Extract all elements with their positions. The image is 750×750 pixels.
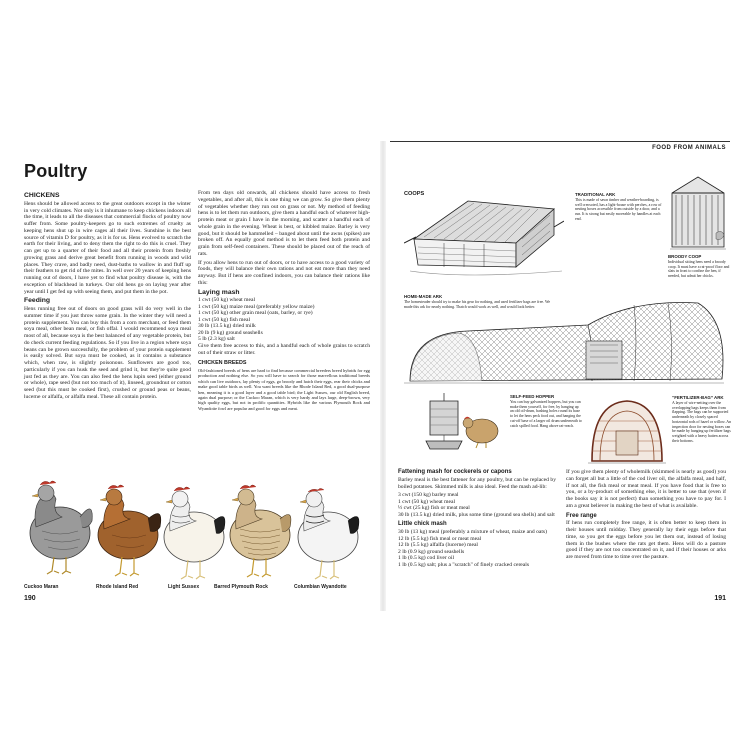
- recipe-item: 12 lb (5.5 kg) fish meal or meat meal: [398, 535, 482, 542]
- recipe-item: 12 lb (5.5 kg) alfalfa (lucerne) meal: [398, 542, 478, 548]
- feeding-method-text: From ten days old onwards, all chickens should have access to fresh vegetables, and after all, this is one thing we can grow. So give them plenty of vegetables whether they run out on grass or not. My method of feeding hens is to let them run outdoors, give them a handful each of whatever high-protein meat or grain I have in the morning, and scatter a handful each of whole grain in the evening. Wheat is best, or kibbled maize. Barley is very good, but it should be hammelled – banged about until the awns (spikes) are broken off. An equally good method is to let them feed both protein and grain from self-feed containers. These should be placed out of the reach of rats.: [198, 190, 370, 257]
- traditional-ark-illustration: [404, 187, 564, 282]
- hen-cuckoo-maran: [30, 481, 92, 574]
- broody-coop-label: BROODY COOP: [668, 254, 702, 259]
- rations-text: If you allow hens to run out of doors, or to have access to a good variety of foods, they will balance their own rations and not eat more than they need anyway. But if hens are confined indoors, you can balance their rations like this:: [198, 259, 370, 286]
- recipe-item: 1 cwt (50 kg) wheat meal: [398, 498, 456, 505]
- self-feed-hopper-text: You can buy galvanized hoppers, but you can make them yourself, for free, by hanging up an old oil-drum, bashing holes round its base to let the hens peck food out, and hanging the cut-off base of a larger oil drum underneath to catch spilled food. Hang above rat-reach.: [510, 400, 582, 428]
- book-gutter: [380, 141, 386, 611]
- hen-barred-plymouth-rock: [230, 485, 291, 577]
- breed-label: Rhode Island Red: [96, 584, 139, 590]
- feeding-heading: Feeding: [24, 297, 51, 305]
- fattening-mash-heading: Fattening mash for cockerels or capons: [398, 469, 512, 475]
- broody-coop-text: Individual sitting hens need a broody coop. It must have a rat-proof floor and slats in front to confine the hen, if needed, but admit her chicks.: [668, 260, 730, 279]
- recipe-item: 1 cwt (50 kg) fish meal: [198, 316, 251, 323]
- book-spread: [18, 141, 730, 611]
- left-page: [18, 141, 374, 611]
- home-made-ark-label: HOME-MADE ARK: [404, 294, 443, 299]
- home-made-ark-illustration: [398, 291, 728, 386]
- hen-at-hopper: [460, 413, 500, 449]
- recipe-item: ½ cwt (25 kg) fish or meat meal: [398, 505, 470, 512]
- section-header: FOOD FROM ANIMALS: [652, 145, 726, 151]
- right-column-2: [566, 469, 726, 563]
- hens-illustration: [22, 469, 366, 584]
- recipe-item: 1 cwt (50 kg) other grain meal (oats, barley, or rye): [198, 310, 313, 317]
- recipe-item: 1 cwt (50 kg) maize meal (preferably yellow maize): [198, 303, 315, 310]
- chickens-text: Hens should be allowed access to the great outdoors except in the winter in very cold climates. Not only is it inhumane to keep chickens indoors all the time, it leads to all the diseases that commercial flocks of poultry now suffer from. Some poultry-keepers go to such extremes of cruelty as keeping hens shut up in wire cages all their lives. Sunshine is the best source of vitamin D for poultry, as it is for us. Hens evolved to scratch the earth for their living, and to deny them the right to do this is cruel. They can get up to a quarter of their food and all their protein from freshly growing grass and derive great benefit from running in woods and wild places. They crave, and badly need, dust-baths to wallow in and fluff up their feathers to get rid of the mites. In well over 20 years of keeping hens running out of doors, I have yet to find what poultry disease is, with the exception of blackhead in turkeys. Our old hens go on laying year after year until I get fed up with seeing them, and put them in the pot.: [24, 200, 191, 295]
- breed-label: Columbian Wyandotte: [294, 584, 347, 590]
- recipe-item: 30 lb (13.5 kg) dried milk, plus some time (ground sea shells) and salt: [398, 511, 555, 518]
- chickens-heading: CHICKENS: [24, 192, 60, 199]
- fertilizer-bag-ark-illustration: [586, 395, 668, 465]
- chicken-breeds-text: Old-fashioned breeds of hens are hard to find because commercial breeders breed hybrids for egg production and nothing else. So you will have to search for those marvellous traditional breeds which can live outdoors, lay plenty of eggs, go broody and hatch their eggs, rear their chicks and make good table birds as well. You want breeds like the Rhode Island Red, a good dual-purpose hen, meaning it is a good layer and a good table bird; the Light Sussex, our old English breed, again dual purpose; or the Cuckoo Maran, which is very hardy and lays large, deep-brown, very high quality eggs, but not in prolific quantities. Hybrids like the various Plymouth Rock and Wyandotte fowl are popular and good for eggs and meat.: [198, 368, 370, 411]
- header-rule: [390, 141, 730, 142]
- page-title: Poultry: [24, 161, 88, 181]
- page-number-left: 190: [24, 595, 36, 602]
- right-page: [390, 141, 730, 611]
- left-column-1: [24, 190, 191, 403]
- breed-label: Barred Plymouth Rock: [214, 584, 268, 590]
- recipe-item: 1 lb (0.5 kg) salt; plus a "scratch" of finely cracked cereals: [398, 561, 529, 568]
- hen-rhode-island-red: [98, 485, 161, 576]
- traditional-ark-label: TRADITIONAL ARK: [575, 192, 616, 197]
- home-made-ark-text: The homesteader should try to make his gear for nothing, and used fertilizer bags are free. We made this ark for nearly nothing. Thatch would work as well, and would look better.: [404, 300, 551, 309]
- wholemilk-text: If you give them plenty of wholemilk (skimmed is nearly as good) you can forget all but a little of the cod liver oil, the alfalfa meal, and half, if not all, the fish meal or meat meal. If you have food that is free to you, or a by-product of something else, it is better to use that (even if the books say it is not perfect) than something you have to pay for. I am a great believer in making the best of what is available.: [566, 469, 726, 509]
- chick-mash-heading: Little chick mash: [398, 521, 447, 528]
- left-column-2: [198, 190, 370, 413]
- chick-mash-list: [398, 529, 556, 568]
- recipe-item: 2 lb (0.9 kg) ground seashells: [398, 548, 465, 555]
- coops-heading: COOPS: [404, 191, 425, 197]
- broody-coop-illustration: [668, 173, 728, 253]
- free-range-text: If hens run completely free range, it is often better to keep them in their houses until midday. They generally lay their eggs before that time, so you get the eggs before you let them out, instead of losing them in the bushes where the rats get them. Hens will do a pasture good if they are not too concentrated on it, and if their houses or arks are moved from time to time over the pasture.: [566, 520, 726, 560]
- hen-columbian-wyandotte: [298, 489, 359, 580]
- free-range-heading: Free range: [566, 512, 597, 519]
- fattening-mash-text: Barley meal is the best fattener for any poultry, but can be replaced by boiled potatoes. Skimmed milk is also ideal. Feed the mash ad-lib:: [398, 476, 556, 490]
- breed-label: Light Sussex: [168, 584, 200, 590]
- right-column-1: [398, 469, 556, 568]
- feeding-text: Hens running free out of doors on good grass will do very well in the summer time if you just throw some grain. In the winter they will need a protein supplement. You can buy this from a corn merchant, or feed them soya meal, other bean meal, or fish offal. I would recommend soya meal most of all, because soya is the best balanced of any vegetable protein, but do check current feeding regulations. So if you live in a region where soya beans can be grown successfully, the problem of your protein supplement is easily solved. But soya must be cooked, as it contains a substance which, when raw, is slightly poisonous. Sunflowers are good too, particularly if you can husk the seed and grind it, but they're quite good just fed as they are. You can also feed the hens lupin seed (either ground or whole), rape seed (but not too much of it), linseed, groundnut or cotton seed (but this must be cooked first), crushed or ground peas or beans, lucerne or alfalfa, or alfalfa meal. These all contain protein.: [24, 306, 191, 400]
- fertilizer-bag-ark-label: “FERTILIZER-BAG” ARK: [672, 395, 724, 400]
- free-access-text: Give them free access to this, and a handful each of whole grains to scratch out of their straw or litter.: [198, 342, 370, 356]
- laying-mash-list: [198, 297, 370, 343]
- recipe-item: 5 lb (2.3 kg) salt: [198, 336, 235, 343]
- hen-light-sussex: [164, 487, 225, 579]
- recipe-item: 30 lb (13 kg) meal (preferably a mixture of wheat, maize and oats): [398, 529, 547, 535]
- laying-mash-heading: Laying mash: [198, 288, 240, 296]
- recipe-item: 1 lb (0.5 kg) cod liver oil: [398, 555, 455, 561]
- recipe-item: 20 lb (9 kg) ground seashells: [198, 329, 263, 336]
- recipe-item: 30 lb (13.5 kg) dried milk: [198, 323, 256, 330]
- fattening-mash-list: [398, 492, 556, 518]
- breed-label: Cuckoo Maran: [24, 584, 59, 590]
- traditional-ark-text: This is made of sawn timber and weather-boarding, is well creosoted, has a light-house with perches, a row of nesting boxes accessible from outside by a door, and a run. It is strong but easily moveable by handles at each end.: [575, 198, 662, 221]
- fertilizer-bag-ark-text: A layer of wire-netting over the overlapping bags keeps them from flapping. The bags can be supported underneath by closely spaced horizontal rods of hazel or willow. An inspection door for nesting boxes can be made by hanging up fertilizer bags weighted with a heavy batten across their bottoms.: [672, 401, 732, 443]
- recipe-item: 3 cwt (150 kg) barley meal: [398, 492, 459, 499]
- self-feed-hopper-label: SELF-FEED HOPPER: [510, 394, 555, 399]
- recipe-item: 1 cwt (50 kg) wheat meal: [198, 297, 256, 304]
- page-number-right: 191: [714, 595, 726, 602]
- chicken-breeds-heading: CHICKEN BREEDS: [198, 360, 247, 367]
